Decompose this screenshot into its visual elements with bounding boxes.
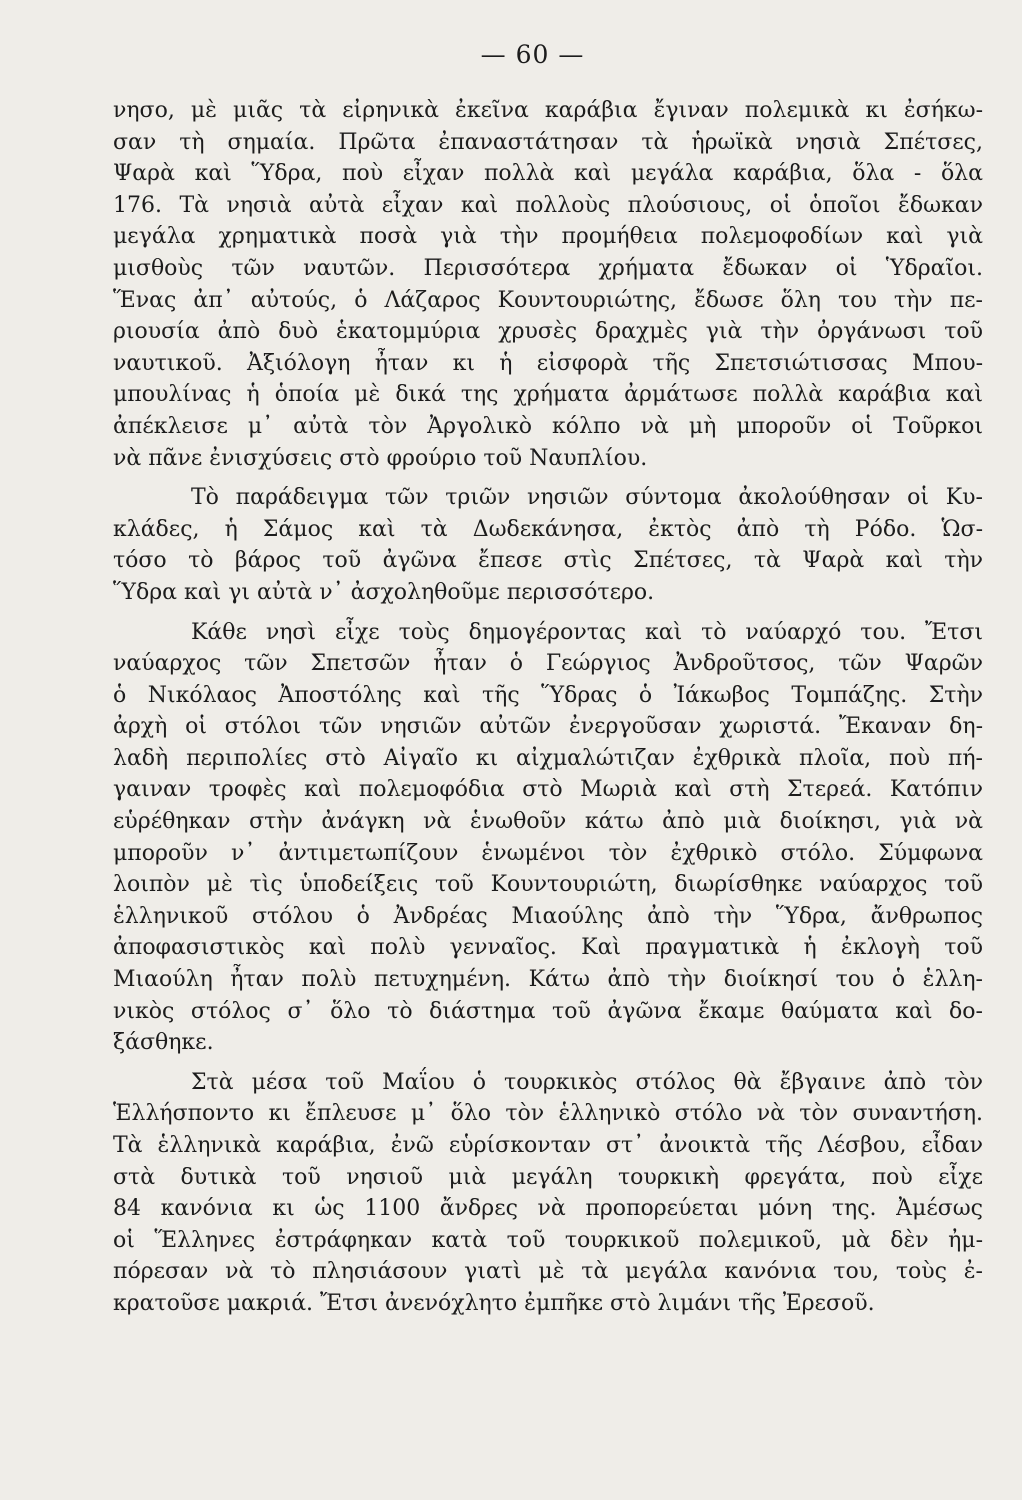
text-line: λοιπὸν μὲ τὶς ὑποδείξεις τοῦ Κουντουριώτη, διωρίσθηκε ναύαρχος τοῦ <box>113 872 983 898</box>
text-line: Κάθε νησὶ εἶχε τοὺς δημογέροντας καὶ τὸ ναύαρχό του. Ἔτσι <box>191 619 983 645</box>
text-line: ὁ Νικόλαος Ἀποστόλης καὶ τῆς Ὕδρας ὁ Ἰάκωβος Τομπάζης. Στὴν <box>113 682 983 708</box>
text-line: μεγάλα χρηματικὰ ποσὰ γιὰ τὴν προμήθεια πολεμοφοδίων καὶ γιὰ <box>113 224 983 250</box>
text-line: Στὰ μέσα τοῦ Μαΐου ὁ τουρκικὸς στόλος θὰ ἔβγαινε ἀπὸ τὸν <box>191 1069 983 1095</box>
text-line: σαν τὴ σημαία. Πρῶτα ἐπαναστάτησαν τὰ ἡρωϊκὰ νησιὰ Σπέτσες, <box>113 129 983 155</box>
text-line: ἀπέκλεισε μ᾿ αὐτὰ τὸν Ἀργολικὸ κόλπο νὰ μὴ μποροῦν οἱ Τοῦρκοι <box>113 413 983 439</box>
text-line: 176. Τὰ νησιὰ αὐτὰ εἶχαν καὶ πολλοὺς πλούσιους, οἱ ὁποῖοι ἔδωκαν <box>113 192 983 218</box>
paragraph <box>113 482 983 608</box>
text-line: γαιναν τροφὲς καὶ πολεμοφόδια στὸ Μωριὰ καὶ στὴ Στερεά. Κατόπιν <box>113 777 983 803</box>
text-line: Ψαρὰ καὶ Ὕδρα, ποὺ εἶχαν πολλὰ καὶ μεγάλα καράβια, ὅλα - ὅλα <box>113 161 983 187</box>
text-line: Ἕνας ἀπ᾿ αὐτούς, ὁ Λάζαρος Κουντουριώτης, ἔδωσε ὅλη του τὴν πε- <box>113 287 983 313</box>
paragraph <box>113 617 983 1059</box>
text-line: κλάδες, ἡ Σάμος καὶ τὰ Δωδεκάνησα, ἐκτὸς ἀπὸ τὴ Ρόδο. Ὡσ- <box>113 516 983 542</box>
body-text <box>113 95 983 1320</box>
text-line: 84 κανόνια κι ὡς 1100 ἄνδρες νὰ προπορεύεται μόνη της. Ἀμέσως <box>113 1196 983 1222</box>
text-line: Τὰ ἑλληνικὰ καράβια, ἐνῶ εὑρίσκονταν στ᾿ ἀνοικτὰ τῆς Λέσβου, εἶδαν <box>113 1133 983 1158</box>
text-line: εὑρέθηκαν στὴν ἀνάγκη νὰ ἑνωθοῦν κάτω ἀπὸ μιὰ διοίκησι, γιὰ νὰ <box>113 809 983 835</box>
text-line: νὰ πᾶνε ἐνισχύσεις στὸ φρούριο τοῦ Ναυπλίου. <box>113 445 648 471</box>
text-line: Ἑλλήσποντο κι ἔπλευσε μ᾿ ὅλο τὸν ἑλληνικὸ στόλο νὰ τὸν συναντήση. <box>113 1101 983 1127</box>
text-line: ναύαρχος τῶν Σπετσῶν ἦταν ὁ Γεώργιος Ἀνδροῦτσος, τῶν Ψαρῶν <box>113 651 983 677</box>
text-line: στὰ δυτικὰ τοῦ νησιοῦ μιὰ μεγάλη τουρκικὴ φρεγάτα, ποὺ εἶχε <box>113 1164 983 1190</box>
page-number: — 60 — <box>480 40 585 69</box>
text-line: τόσο τὸ βάρος τοῦ ἀγῶνα ἔπεσε στὶς Σπέτσες, τὰ Ψαρὰ καὶ τὴν <box>113 548 983 574</box>
text-line: ριουσία ἀπὸ δυὸ ἑκατομμύρια χρυσὲς δραχμὲς γιὰ τὴν ὀργάνωσι τοῦ <box>113 319 983 345</box>
text-line: Μιαούλη ἦταν πολὺ πετυχημένη. Κάτω ἀπὸ τὴν διοίκησί του ὁ ἑλλη- <box>113 967 983 993</box>
text-line: Τὸ παράδειγμα τῶν τριῶν νησιῶν σύντομα ἀκολούθησαν οἱ Κυ- <box>191 485 983 511</box>
text-line: λαδὴ περιπολίες στὸ Αἰγαῖο κι αἰχμαλώτιζαν ἐχθρικὰ πλοῖα, ποὺ πή- <box>113 745 983 771</box>
text-line: ναυτικοῦ. Ἀξιόλογη ἦταν κι ἡ εἰσφορὰ τῆς Σπετσιώτισσας Μπου- <box>113 350 983 376</box>
text-line: ἀρχὴ οἱ στόλοι τῶν νησιῶν αὐτῶν ἐνεργοῦσαν χωριστά. Ἔκαναν δη- <box>113 714 983 740</box>
text-line: οἱ Ἕλληνες ἐστράφηκαν κατὰ τοῦ τουρκικοῦ πολεμικοῦ, μὰ δὲν ἠμ- <box>113 1227 983 1253</box>
text-line: ἑλληνικοῦ στόλου ὁ Ἀνδρέας Μιαούλης ἀπὸ τὴν Ὕδρα, ἄνθρωπος <box>113 903 983 929</box>
text-line: κρατοῦσε μακριά. Ἔτσι ἀνενόχλητο ἐμπῆκε στὸ λιμάνι τῆς Ἐρεσοῦ. <box>113 1290 875 1316</box>
text-line: νικὸς στόλος σ᾿ ὅλο τὸ διάστημα τοῦ ἀγῶνα ἔκαμε θαύματα καὶ δο- <box>113 998 983 1024</box>
text-line: ἀποφασιστικὸς καὶ πολὺ γενναῖος. Καὶ πραγματικὰ ἡ ἐκλογὴ τοῦ <box>113 935 983 961</box>
paragraph <box>113 1067 983 1320</box>
text-line: μπουλίνας ἡ ὁποία μὲ δικά της χρήματα ἀρμάτωσε πολλὰ καράβια καὶ <box>113 382 983 408</box>
text-line: ξάσθηκε. <box>113 1030 214 1056</box>
paragraph <box>113 95 983 474</box>
text-line: πόρεσαν νὰ τὸ πλησιάσουν γιατὶ μὲ τὰ μεγάλα κανόνια του, τοὺς ἐ- <box>113 1259 983 1285</box>
text-line: Ὕδρα καὶ γι αὐτὰ ν᾿ ἀσχοληθοῦμε περισσότερο. <box>113 579 655 605</box>
text-line: μποροῦν ν᾿ ἀντιμετωπίζουν ἑνωμένοι τὸν ἐχθρικὸ στόλο. Σύμφωνα <box>113 840 983 866</box>
text-line: μισθοὺς τῶν ναυτῶν. Περισσότερα χρήματα ἔδωκαν οἱ Ὑδραῖοι. <box>113 255 983 281</box>
text-line: νησο, μὲ μιᾶς τὰ εἰρηνικὰ ἐκεῖνα καράβια ἔγιναν πολεμικὰ κι ἐσήκω- <box>113 98 983 123</box>
